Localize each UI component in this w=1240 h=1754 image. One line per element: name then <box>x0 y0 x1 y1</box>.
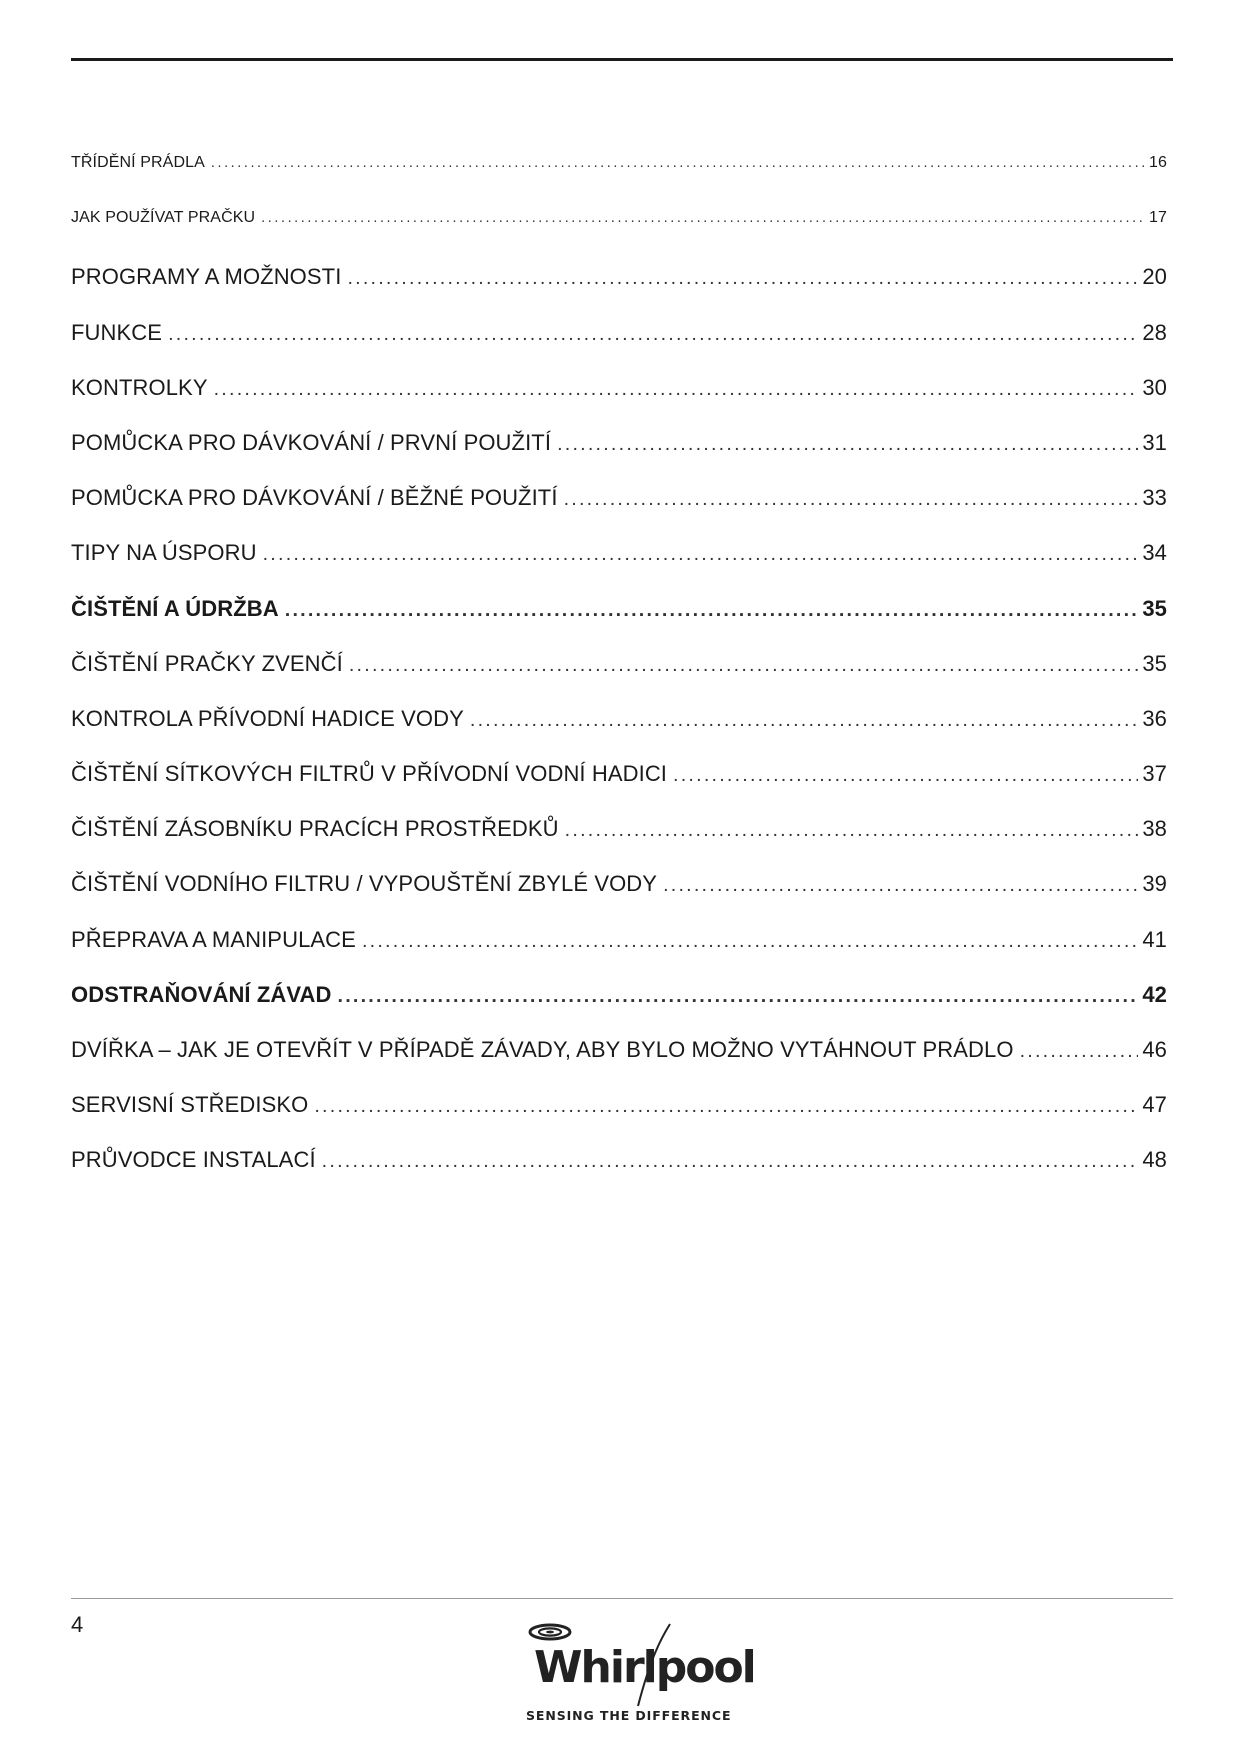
dot-leader <box>564 488 1139 511</box>
toc-entry-title: ODSTRAŇOVÁNÍ ZÁVAD <box>71 981 332 1007</box>
top-divider <box>71 58 1173 61</box>
dot-leader <box>338 985 1139 1008</box>
dot-leader <box>214 378 1139 401</box>
toc-entry[interactable] <box>71 651 1167 706</box>
toc-entry[interactable] <box>71 320 1167 375</box>
toc-entry-page: 28 <box>1142 319 1167 345</box>
toc-entry-title: PROGRAMY A MOŽNOSTI <box>71 264 342 290</box>
dot-leader <box>263 543 1139 566</box>
toc-entry-title: ČIŠTĚNÍ VODNÍHO FILTRU / VYPOUŠTĚNÍ ZBYLÉ VODY <box>71 871 658 897</box>
toc-entry-page: 31 <box>1142 429 1167 455</box>
dot-leader <box>1020 1040 1139 1063</box>
table-of-contents <box>71 154 1167 1203</box>
toc-entry-title: TŘÍDĚNÍ PRÁDLA <box>71 154 205 171</box>
toc-entry-page: 35 <box>1142 650 1167 676</box>
dot-leader <box>347 267 1138 290</box>
toc-entry[interactable] <box>71 927 1167 982</box>
toc-entry[interactable] <box>71 375 1167 430</box>
dot-leader <box>314 1095 1138 1118</box>
toc-entry[interactable] <box>71 264 1167 319</box>
dot-leader <box>349 654 1138 677</box>
toc-entry-page: 33 <box>1142 485 1167 511</box>
toc-entry-page: 41 <box>1142 926 1167 952</box>
toc-entry[interactable] <box>71 816 1167 871</box>
toc-entry-page: 46 <box>1142 1037 1167 1062</box>
dot-leader <box>673 764 1138 787</box>
dot-leader <box>261 210 1145 226</box>
toc-entry-page: 37 <box>1142 761 1167 787</box>
toc-entry[interactable] <box>71 540 1167 595</box>
bottom-divider <box>71 1598 1173 1599</box>
toc-entry-page: 17 <box>1149 209 1167 227</box>
toc-entry-page: 30 <box>1142 374 1167 400</box>
brand-tagline: SENSING THE DIFFERENCE <box>526 1708 732 1723</box>
dot-leader <box>211 155 1145 171</box>
dot-leader <box>470 709 1138 732</box>
toc-entry-title: SERVISNÍ STŘEDISKO <box>71 1092 309 1118</box>
toc-entry[interactable] <box>71 1037 1167 1092</box>
toc-entry-title: ČIŠTĚNÍ ZÁSOBNÍKU PRACÍCH PROSTŘEDKŮ <box>71 816 559 842</box>
toc-entry[interactable] <box>71 871 1167 926</box>
toc-entry[interactable] <box>71 761 1167 816</box>
toc-entry[interactable] <box>71 154 1167 209</box>
dot-leader <box>557 433 1138 456</box>
toc-entry-page: 47 <box>1142 1092 1167 1118</box>
dot-leader <box>663 874 1138 897</box>
toc-entry-title: DVÍŘKA – JAK JE OTEVŘÍT V PŘÍPADĚ ZÁVADY, ABY BYLO MOŽNO VYTÁHNOUT PRÁDLO <box>71 1037 1014 1062</box>
dot-leader <box>168 323 1138 346</box>
toc-entry[interactable] <box>71 209 1167 264</box>
toc-entry-page: 39 <box>1142 871 1167 897</box>
toc-entry-title: TIPY NA ÚSPORU <box>71 540 257 566</box>
toc-entry[interactable] <box>71 485 1167 540</box>
toc-entry-title: KONTROLKY <box>71 374 208 400</box>
toc-entry-page: 34 <box>1142 540 1167 566</box>
toc-entry-title: POMŮCKA PRO DÁVKOVÁNÍ / BĚŽNÉ POUŽITÍ <box>71 485 558 511</box>
dot-leader <box>322 1150 1139 1173</box>
toc-entry-title: POMŮCKA PRO DÁVKOVÁNÍ / PRVNÍ POUŽITÍ <box>71 429 552 455</box>
toc-entry-title: ČIŠTĚNÍ PRAČKY ZVENČÍ <box>71 650 343 676</box>
toc-entry[interactable] <box>71 1092 1167 1147</box>
toc-entry-page: 36 <box>1142 705 1167 731</box>
dot-leader <box>362 930 1138 953</box>
toc-entry-title: ČIŠTĚNÍ SÍTKOVÝCH FILTRŮ V PŘÍVODNÍ VODNÍ HADICI <box>71 761 668 787</box>
toc-entry-title: FUNKCE <box>71 319 163 345</box>
page-number: 4 <box>71 1612 84 1637</box>
dot-leader <box>285 599 1139 622</box>
toc-entry-title: ČIŠTĚNÍ A ÚDRŽBA <box>71 595 279 621</box>
whirlpool-logo <box>520 1620 755 1730</box>
toc-entry[interactable] <box>71 982 1167 1037</box>
toc-entry-page: 42 <box>1142 981 1167 1007</box>
toc-entry[interactable] <box>71 596 1167 651</box>
brand-wordmark: Whirlpool <box>534 1642 755 1693</box>
toc-entry-title: PŘEPRAVA A MANIPULACE <box>71 926 356 952</box>
toc-entry-title: JAK POUŽÍVAT PRAČKU <box>71 209 256 227</box>
toc-entry-page: 38 <box>1142 816 1167 842</box>
toc-entry-page: 35 <box>1142 595 1167 621</box>
toc-entry[interactable] <box>71 430 1167 485</box>
toc-entry-title: PRŮVODCE INSTALACÍ <box>71 1147 316 1173</box>
toc-entry[interactable] <box>71 1147 1167 1202</box>
toc-entry-page: 48 <box>1142 1147 1167 1173</box>
toc-entry[interactable] <box>71 706 1167 761</box>
toc-entry-page: 16 <box>1149 154 1167 171</box>
toc-entry-title: KONTROLA PŘÍVODNÍ HADICE VODY <box>71 705 464 731</box>
dot-leader <box>565 819 1139 842</box>
toc-entry-page: 20 <box>1142 264 1167 290</box>
